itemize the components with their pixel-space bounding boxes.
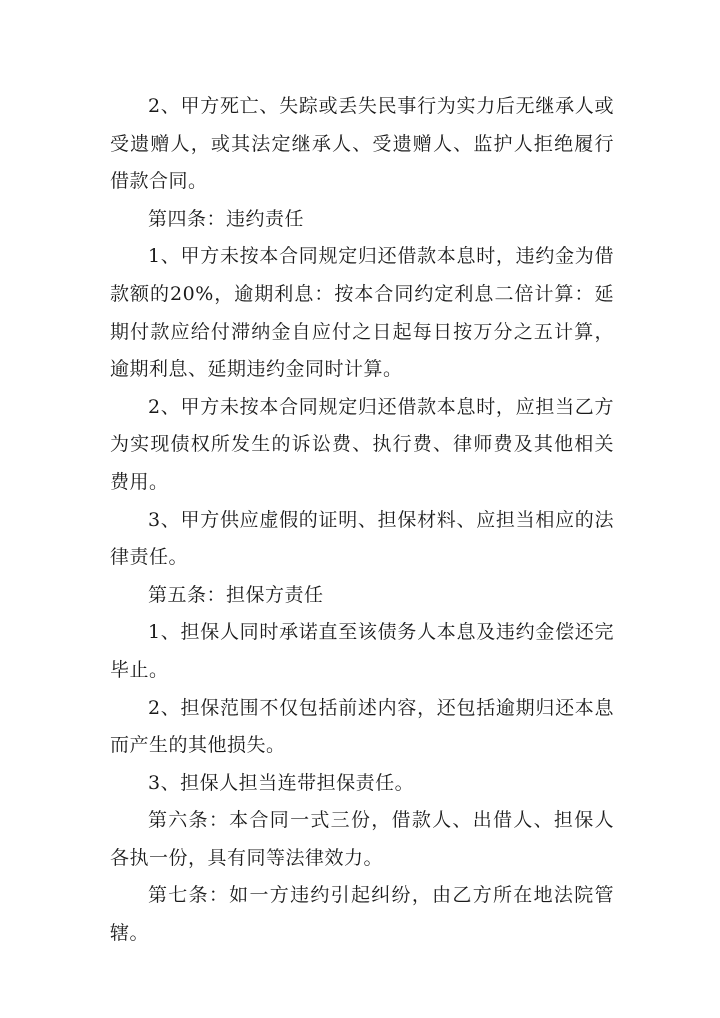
document-body: [110, 88, 614, 953]
article-5-item-2: 2、担保范围不仅包括前述内容，还包括逾期归还本息而产生的其他损失。: [110, 696, 614, 757]
clause-3-item-2: 2、甲方死亡、失踪或丢失民事行为实力后无继承人或受遗赠人，或其法定继承人、受遗赠人、监护人拒绝履行借款合同。: [110, 95, 614, 193]
article-4-item-1: 1、甲方未按本合同规定归还借款本息时，违约金为借款额的20%，逾期利息：按本合同约定利息二倍计算：延期付款应给付滞纳金自应付之日起每日按万分之五计算，逾期利息、延期违约金同时计算。: [110, 245, 614, 381]
article-5-heading: 第五条：担保方责任: [148, 583, 324, 606]
article-6: 第六条：本合同一式三份，借款人、出借人、担保人各执一份，具有同等法律效力。: [110, 809, 614, 869]
article-5-item-3: 3、担保人担当连带担保责任。: [148, 771, 415, 794]
article-5-item-1: 1、担保人同时承诺直至该债务人本息及违约金偿还完毕止。: [110, 621, 614, 681]
article-7: 第七条：如一方违约引起纠纷，由乙方所在地法院管辖。: [110, 884, 614, 945]
article-4-heading: 第四条：违约责任: [148, 207, 305, 230]
article-4-item-2: 2、甲方未按本合同规定归还借款本息时，应担当乙方为实现债权所发生的诉讼费、执行费、律师费及其他相关费用。: [110, 395, 614, 493]
article-4-item-3: 3、甲方供应虚假的证明、担保材料、应担当相应的法律责任。: [110, 508, 614, 569]
